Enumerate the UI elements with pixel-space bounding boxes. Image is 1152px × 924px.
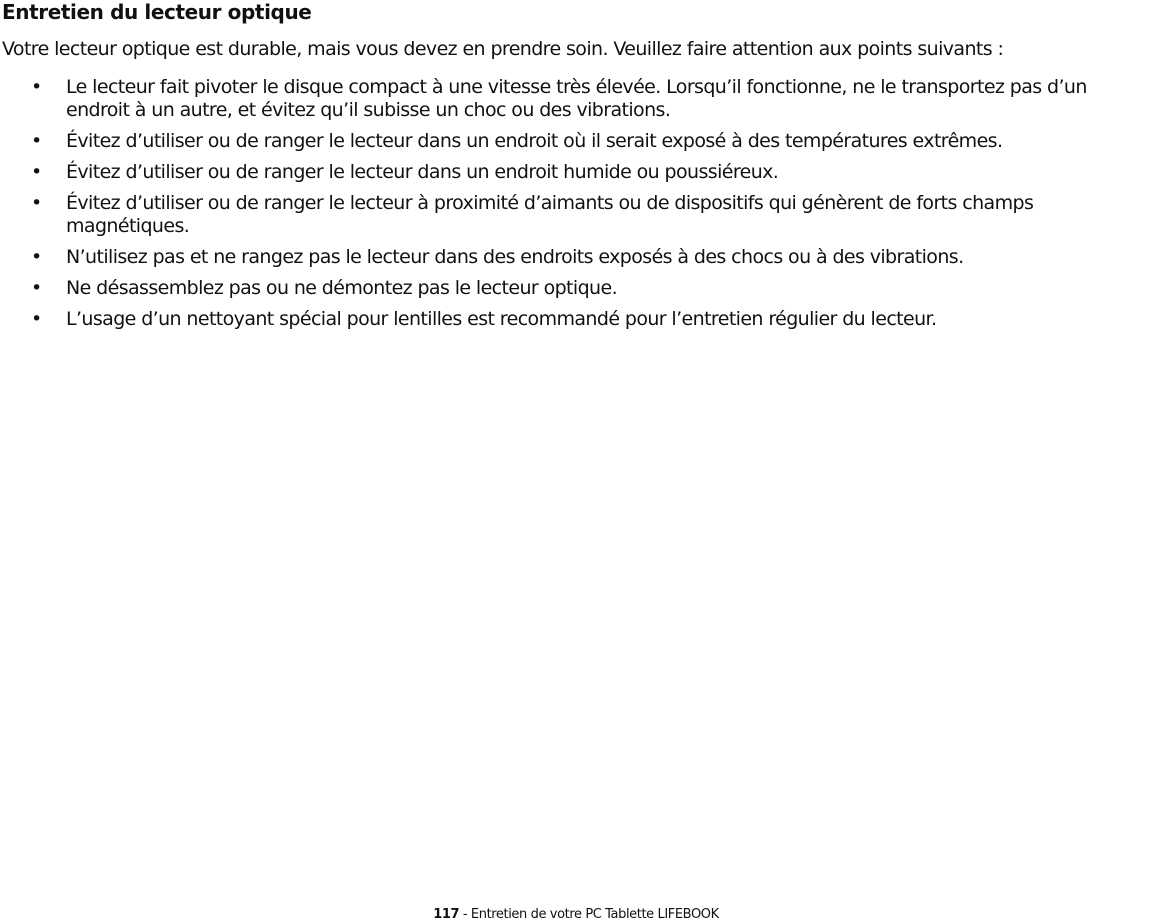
bullet-icon: •	[31, 130, 42, 152]
section-heading: Entretien du lecteur optique	[2, 0, 312, 24]
list-item-text: Le lecteur fait pivoter le disque compact à une vitesse très élevée. Lorsqu’il fonctionne, ne le transportez pas d’un endroit à un autre, et évitez qu’il subisse un choc ou des vibrations.	[66, 76, 1087, 121]
bullet-icon: •	[31, 76, 42, 98]
list-item-text: Évitez d’utiliser ou de ranger le lecteur dans un endroit où il serait exposé à des températures extrêmes.	[66, 130, 1003, 152]
maintenance-list	[0, 76, 1152, 339]
list-item	[0, 130, 1152, 153]
page-footer	[0, 907, 1152, 922]
list-item-text: Ne désassemblez pas ou ne démontez pas le lecteur optique.	[66, 277, 618, 299]
list-item	[0, 192, 1152, 238]
footer-text: - Entretien de votre PC Tablette LIFEBOOK	[459, 907, 719, 922]
bullet-icon: •	[31, 161, 42, 183]
bullet-icon: •	[31, 277, 42, 299]
list-item-text: Évitez d’utiliser ou de ranger le lecteur dans un endroit humide ou poussiéreux.	[66, 161, 779, 183]
list-item-text: N’utilisez pas et ne rangez pas le lecteur dans des endroits exposés à des chocs ou à des vibrations.	[66, 246, 964, 268]
bullet-icon: •	[31, 246, 42, 268]
list-item	[0, 161, 1152, 184]
bullet-icon: •	[31, 192, 42, 214]
list-item	[0, 277, 1152, 300]
list-item	[0, 308, 1152, 331]
intro-paragraph: Votre lecteur optique est durable, mais vous devez en prendre soin. Veuillez faire attention aux points suivants :	[2, 38, 1004, 60]
list-item	[0, 246, 1152, 269]
list-item	[0, 76, 1152, 122]
list-item-text: L’usage d’un nettoyant spécial pour lentilles est recommandé pour l’entretien régulier du lecteur.	[66, 308, 937, 330]
list-item-text: Évitez d’utiliser ou de ranger le lecteur à proximité d’aimants ou de dispositifs qui génèrent de forts champs magnétiques.	[66, 192, 1034, 237]
bullet-icon: •	[31, 308, 42, 330]
page-number: 117	[433, 907, 460, 922]
